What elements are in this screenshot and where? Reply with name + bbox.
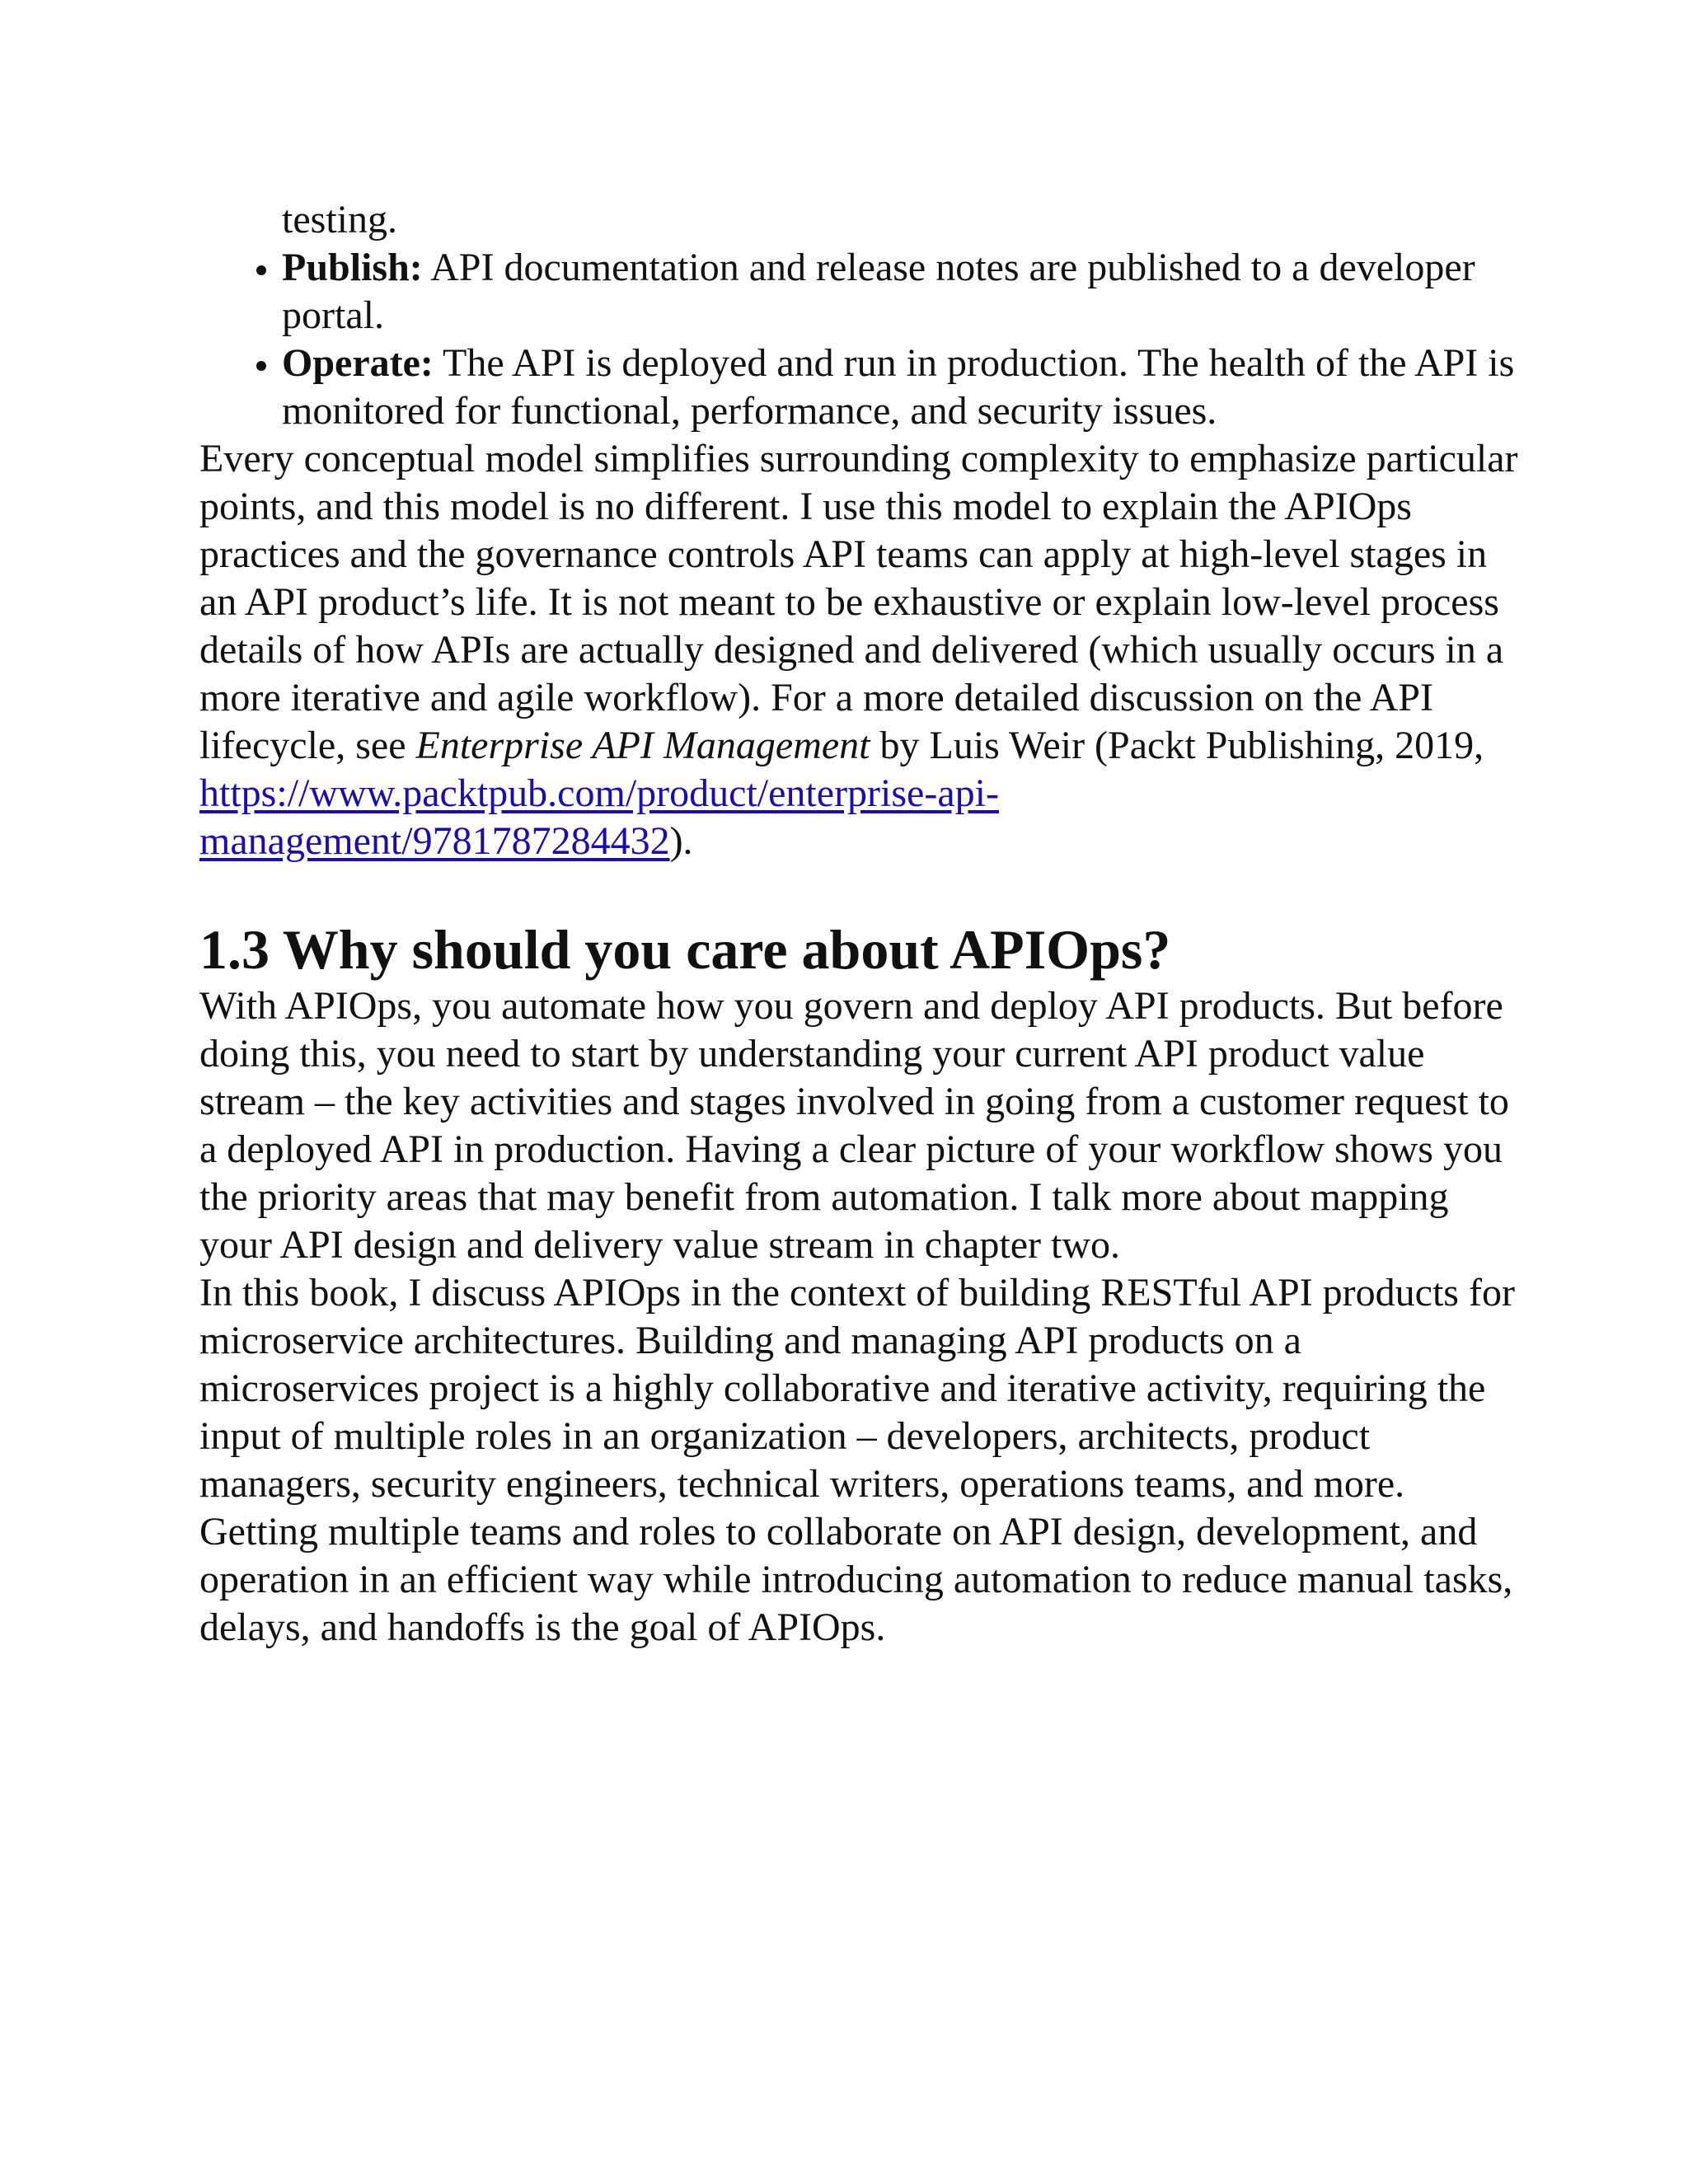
paragraph-text: by Luis Weir (Packt Publishing, 2019, bbox=[870, 724, 1484, 767]
paragraph-conceptual-model bbox=[199, 435, 1523, 865]
list-item-term: Publish: bbox=[282, 246, 423, 289]
lifecycle-stage-list bbox=[199, 244, 1523, 435]
book-title: Enterprise API Management bbox=[415, 724, 870, 767]
list-item-operate bbox=[282, 340, 1523, 435]
paragraph-text: ). bbox=[669, 819, 693, 863]
section-heading: 1.3 Why should you care about APIOps? bbox=[199, 918, 1171, 981]
packt-book-link[interactable] bbox=[199, 771, 999, 863]
list-item-text: API documentation and release notes are published to a developer portal. bbox=[282, 246, 1475, 337]
list-item-publish bbox=[282, 244, 1523, 340]
list-item-text: The API is deployed and run in production. The health of the API is monitored for functional, performance, and security issues. bbox=[282, 341, 1515, 433]
paragraph-text: Every conceptual model simplifies surrounding complexity to emphasize particular points, and this model is no different. I use this model to explain the APIOps practices and the governance controls API teams can apply at high-level stages in an API product’s life. It is not meant to be exhaustive or explain low-level process details of how APIs are actually designed and delivered (which usually occurs in a more iterative and agile workflow). For a more detailed discussion on the API lifecycle, see bbox=[199, 437, 1518, 767]
paragraph-book-context: In this book, I discuss APIOps in the context of building RESTful API products for microservice architectures. Building and managing API products on a microservices project is a highly collaborative and iterative activity, requiring the input of multiple roles in an organization – developers, architects, product managers, security engineers, technical writers, operations teams, and more. Getting multiple teams and roles to collaborate on API design, development, and operation in an efficient way while introducing automation to reduce manual tasks, delays, and handoffs is the goal of APIOps. bbox=[199, 1271, 1515, 1649]
paragraph-value-stream: With APIOps, you automate how you govern and deploy API products. But before doing this, you need to start by understanding your current API product value stream – the key activities and stages involved in going from a customer request to a deployed API in production. Having a clear picture of your workflow shows you the priority areas that may benefit from automation. I talk more about mapping your API design and delivery value stream in chapter two. bbox=[199, 984, 1509, 1267]
link-text-line2: management/9781787284432 bbox=[199, 819, 670, 863]
list-item-term: Operate: bbox=[282, 341, 434, 385]
link-text-line1: https://www.packtpub.com/product/enterprise-api- bbox=[199, 771, 999, 815]
list-item-continuation: testing. bbox=[282, 198, 397, 241]
